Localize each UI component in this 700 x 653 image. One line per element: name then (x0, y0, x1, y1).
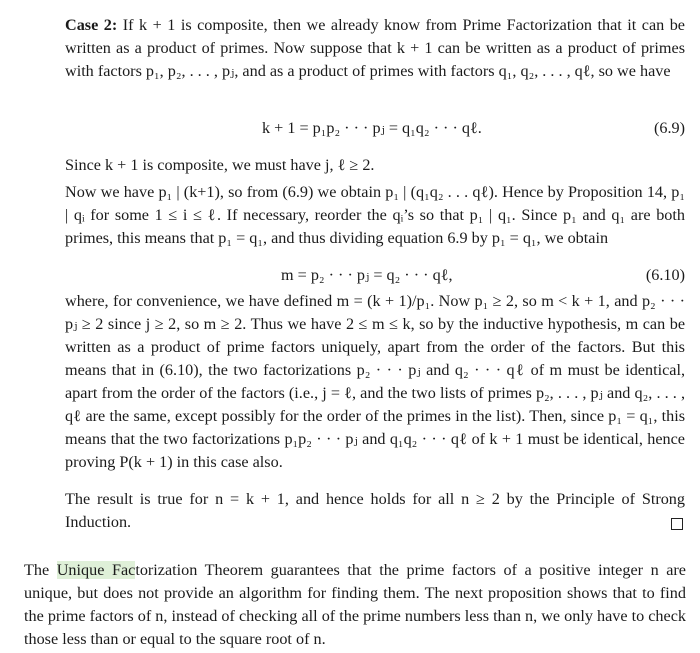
highlighted-text[interactable]: Unique Fac (56, 561, 136, 579)
closing-paragraph (24, 559, 686, 651)
result-block (65, 488, 685, 534)
inductive-paragraph: where, for convenience, we have defined m = (k + 1)/p₁. Now p₁ ≥ 2, so m < k + 1, and p₂ · · · pⱼ ≥ 2 since j ≥ 2, so m ≥ 2. Thus we have 2 ≤ m ≤ k, so by the inductive hypothesis, m can be written as a product of prime factors uniquely, apart from the order of the factors. But this means that in (6.10), the two factorizations p₂ · · · pⱼ and q₂ · · · qℓ of m must be identical, apart from the order of the factors (i.e., j = ℓ, and the two lists of primes p₂, . . . , pⱼ and q₂, . . . , qℓ are the same, except possibly for the order of the primes in the list). Then, since p₁ = q₁, this means that the two factorizations p₁p₂ · · · pⱼ and q₁q₂ · · · qℓ of k + 1 must be identical, hence proving P(k + 1) in this case also. (65, 292, 685, 471)
equation-6-10-number: (6.10) (645, 266, 685, 284)
divisibility-paragraph: Now we have p₁ | (k+1), so from (6.9) we obtain p₁ | (q₁q₂ . . . qℓ). Hence by Proposition 14, p₁ | qᵢ for some 1 ≤ i ≤ ℓ. If necessary, reorder the qᵢ’s so that p₁ | q₁. Since p₁ and q₁ are both primes, this means that p₁ = q₁, and thus dividing equation 6.9 by p₁ = q₁, we obtain (65, 183, 685, 247)
case-2-paragraph (65, 14, 685, 83)
equation-6-9-number: (6.9) (653, 119, 685, 137)
case-label: Case 2: (65, 16, 118, 34)
equation-6-10 (65, 264, 685, 287)
equation-6-9-body: k + 1 = p₁p₂ · · · pⱼ = q₁q₂ · · · qℓ. (262, 119, 482, 137)
qed-square-icon (671, 518, 683, 530)
since-line: Since k + 1 is composite, we must have j, ℓ ≥ 2. (65, 156, 375, 174)
equation-6-10-body: m = p₂ · · · pⱼ = q₂ · · · qℓ, (281, 266, 453, 284)
equation-6-9 (65, 117, 685, 140)
closing-rest: torization Theorem guarantees that the prime factors of a positive integer n are unique, but does not provide an algorithm for finding them. The next proposition shows that to find the prime factors of n, instead of checking all of the prime numbers less than n, we only have to check those less than or equal to the square root of n. (24, 561, 686, 648)
result-paragraph: The result is true for n = k + 1, and hence holds for all n ≥ 2 by the Principle of Strong Induction. (65, 490, 685, 531)
closing-pre: The (24, 561, 57, 579)
case-2-text: If k + 1 is composite, then we already know from Prime Factorization that it can be written as a product of primes. Now suppose that k + 1 can be written as a product of primes with factors p₁, p₂, . . . , pⱼ, and as a product of primes with factors q₁, q₂, . . . , qℓ, so we have (65, 16, 685, 80)
